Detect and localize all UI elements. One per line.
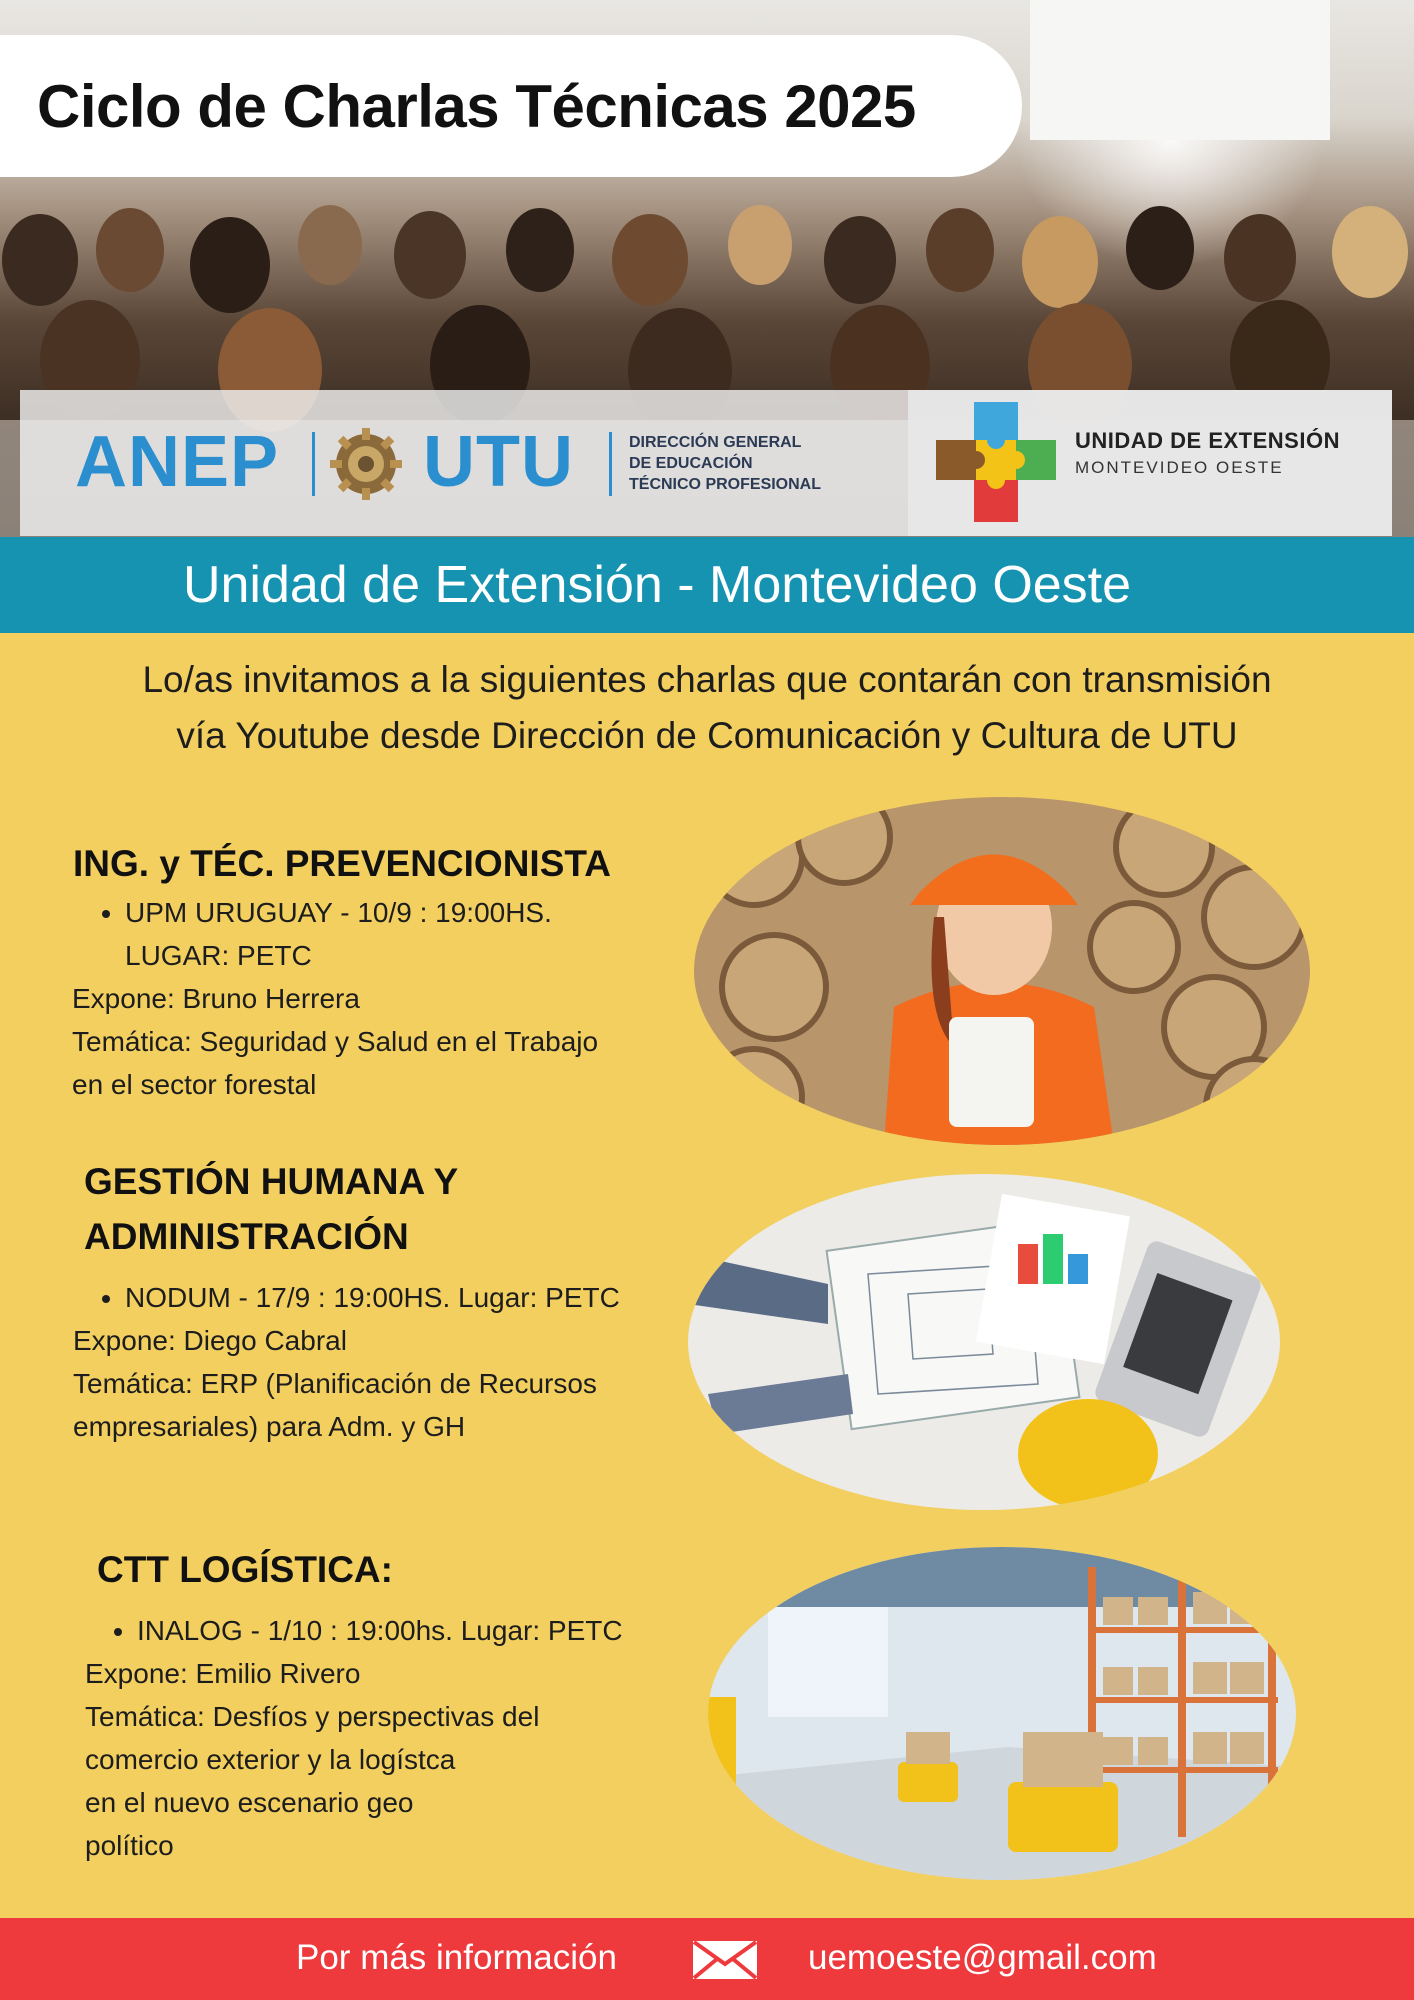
puzzle-logo-icon [932, 398, 1060, 526]
page-title: Ciclo de Charlas Técnicas 2025 [37, 72, 916, 140]
talk-bullet [125, 891, 693, 977]
anep-logo-text: ANEP [75, 422, 280, 502]
utu-logo-text: UTU [423, 422, 574, 502]
talk-speaker: Expone: Bruno Herrera [72, 983, 360, 1014]
talk-gestion-humana [73, 1154, 704, 1448]
talk-logistica [85, 1542, 717, 1867]
talk-bullet-list [73, 891, 693, 977]
logo-divider [312, 432, 315, 496]
office-desk-plans-photo [688, 1174, 1280, 1510]
talk-topic-line-1: Temática: ERP (Planificación de Recursos [73, 1368, 597, 1399]
dgetp-line-3: TÉCNICO PROFESIONAL [629, 476, 822, 493]
unit-banner-text: Unidad de Extensión - Montevideo Oeste [182, 556, 1132, 614]
talk-title-line-1: GESTIÓN HUMANA Y [84, 1161, 459, 1202]
contact-email-link[interactable]: uemoeste@gmail.com [808, 1938, 1157, 1977]
talk-title: CTT LOGÍSTICA: [97, 1549, 393, 1590]
talk-topic-line-3: en el nuevo escenario geo [85, 1787, 414, 1818]
worker-with-helmet-photo [694, 797, 1310, 1145]
talk-topic-line-4: político [85, 1830, 174, 1861]
talk-bullet: • NODUM - 17/9 : 19:00HS. Lugar: PETC [125, 1276, 704, 1319]
hero-photo [0, 0, 1414, 537]
logo-band [20, 390, 1392, 536]
unit-banner [0, 537, 1414, 633]
intro-line-1: Lo/as invitamos a la siguientes charlas que contarán con transmisión [142, 659, 1272, 700]
more-info-label: Por más información [296, 1938, 617, 1977]
intro-line-2: vía Youtube desde Dirección de Comunicación y Cultura de UTU [176, 715, 1238, 756]
logo-divider [609, 432, 612, 496]
talk-prevencionista [73, 836, 693, 1106]
talk-bullet: • INALOG - 1/10 : 19:00hs. Lugar: PETC [137, 1609, 717, 1652]
extension-title: UNIDAD DE EXTENSIÓN [1075, 428, 1340, 453]
dgetp-text [629, 432, 821, 495]
talk-speaker: Expone: Emilio Rivero [85, 1658, 361, 1689]
talk-title: ING. y TÉC. PREVENCIONISTA [73, 843, 611, 884]
talk-topic-line-2: comercio exterior y la logístca [85, 1744, 456, 1775]
utu-gear-icon [328, 426, 404, 502]
dgetp-line-2: DE EDUCACIÓN [629, 455, 753, 472]
talk-bullet-list [97, 1609, 717, 1652]
talk-bullet-list [84, 1276, 704, 1319]
warehouse-robots-photo [708, 1547, 1296, 1880]
talk-topic-line-2: empresariales) para Adm. y GH [73, 1411, 466, 1442]
talk-title-line-2: ADMINISTRACIÓN [84, 1216, 409, 1257]
presentation-screen [1030, 0, 1330, 140]
talk-topic-line-1: Temática: Desfíos y perspectivas del [85, 1701, 540, 1732]
title-pill [0, 35, 1022, 177]
talk-speaker: Expone: Diego Cabral [73, 1325, 347, 1356]
talk-topic-line-1: Temática: Seguridad y Salud en el Trabajo [72, 1026, 599, 1057]
talk-bullet-line-1: UPM URUGUAY - 10/9 : 19:00HS. [125, 897, 552, 928]
dgetp-line-1: DIRECCIÓN GENERAL [629, 434, 802, 451]
footer-bar [0, 1918, 1414, 2000]
envelope-icon[interactable] [692, 1940, 758, 1980]
talk-bullet-line-2: LUGAR: PETC [125, 940, 312, 971]
intro-text [0, 652, 1414, 764]
extension-subtitle: MONTEVIDEO OESTE [1075, 458, 1284, 477]
talk-topic-line-2: en el sector forestal [72, 1069, 317, 1100]
